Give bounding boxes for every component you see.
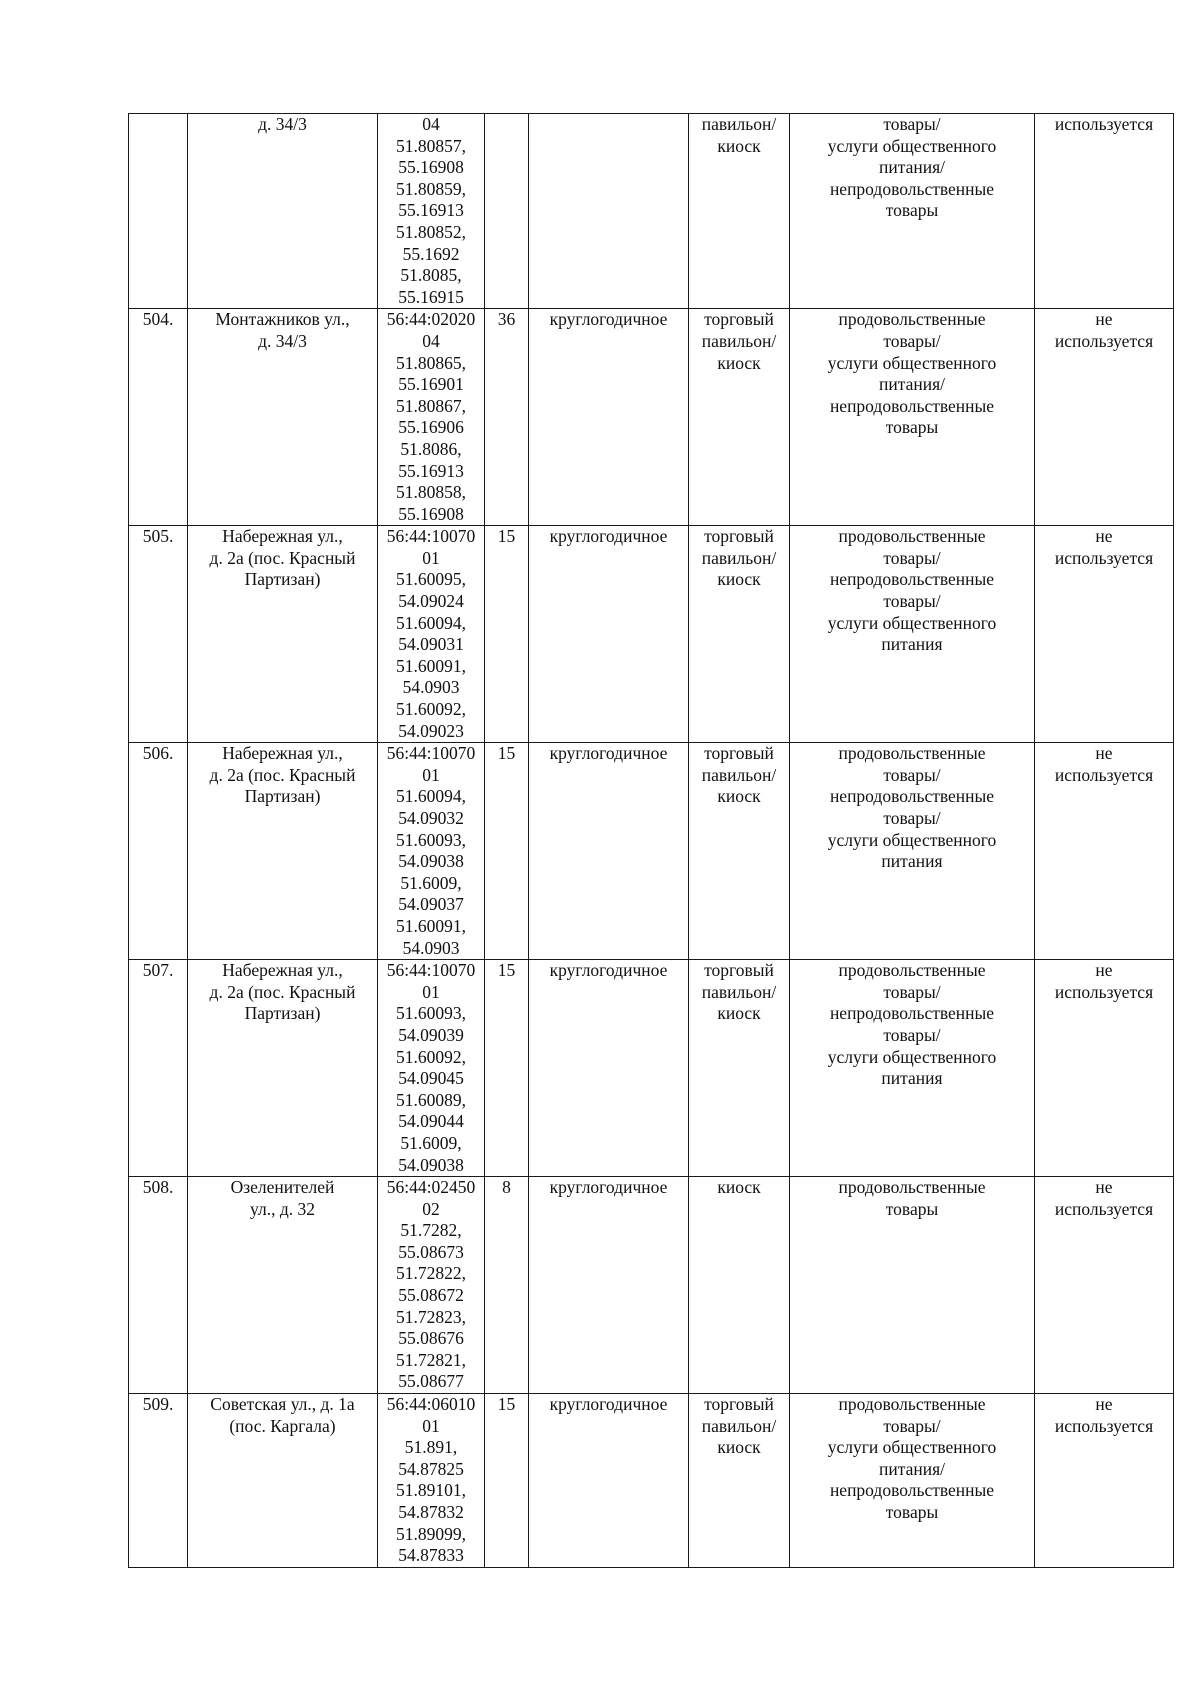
area-cell: 15 bbox=[485, 743, 529, 960]
period-cell: круглогодичное bbox=[529, 960, 689, 1177]
area-cell: 36 bbox=[485, 309, 529, 526]
specialization-cell: продовольственные товары/ услуги общественного питания/ непродовольственные товары bbox=[790, 309, 1035, 526]
object-type-cell: торговый павильон/ киоск bbox=[689, 526, 790, 743]
object-type-cell: торговый павильон/ киоск bbox=[689, 743, 790, 960]
period-cell: круглогодичное bbox=[529, 309, 689, 526]
address-cell: Озеленителей ул., д. 32 bbox=[188, 1177, 378, 1394]
registry-table bbox=[128, 113, 1174, 1568]
coordinates-cell: 56:44:10070 01 51.60093, 54.09039 51.60092, 54.09045 51.60089, 54.09044 51.6009, 54.09038 bbox=[378, 960, 485, 1177]
specialization-cell: продовольственные товары/ непродовольственные товары/ услуги общественного питания bbox=[790, 743, 1035, 960]
row-number: 509. bbox=[129, 1394, 188, 1568]
table-row bbox=[129, 114, 1174, 309]
status-cell: не используется bbox=[1035, 1394, 1174, 1568]
coordinates-cell: 04 51.80857, 55.16908 51.80859, 55.16913 51.80852, 55.1692 51.8085, 55.16915 bbox=[378, 114, 485, 309]
address-cell: д. 34/3 bbox=[188, 114, 378, 309]
row-number: 504. bbox=[129, 309, 188, 526]
table-row bbox=[129, 960, 1174, 1177]
coordinates-cell: 56:44:06010 01 51.891, 54.87825 51.89101, 54.87832 51.89099, 54.87833 bbox=[378, 1394, 485, 1568]
specialization-cell: товары/ услуги общественного питания/ непродовольственные товары bbox=[790, 114, 1035, 309]
row-number: 508. bbox=[129, 1177, 188, 1394]
status-cell: используется bbox=[1035, 114, 1174, 309]
row-number: 505. bbox=[129, 526, 188, 743]
address-cell: Советская ул., д. 1а (пос. Каргала) bbox=[188, 1394, 378, 1568]
object-type-cell: торговый павильон/ киоск bbox=[689, 960, 790, 1177]
address-cell: Набережная ул., д. 2а (пос. Красный Партизан) bbox=[188, 526, 378, 743]
row-number: 507. bbox=[129, 960, 188, 1177]
specialization-cell: продовольственные товары/ непродовольственные товары/ услуги общественного питания bbox=[790, 960, 1035, 1177]
object-type-cell: павильон/ киоск bbox=[689, 114, 790, 309]
period-cell bbox=[529, 114, 689, 309]
table-row bbox=[129, 526, 1174, 743]
specialization-cell: продовольственные товары bbox=[790, 1177, 1035, 1394]
address-cell: Набережная ул., д. 2а (пос. Красный Партизан) bbox=[188, 960, 378, 1177]
table-row bbox=[129, 1394, 1174, 1568]
area-cell: 15 bbox=[485, 960, 529, 1177]
row-number: 506. bbox=[129, 743, 188, 960]
coordinates-cell: 56:44:10070 01 51.60095, 54.09024 51.60094, 54.09031 51.60091, 54.0903 51.60092, 54.09023 bbox=[378, 526, 485, 743]
area-cell: 15 bbox=[485, 526, 529, 743]
table-row bbox=[129, 309, 1174, 526]
period-cell: круглогодичное bbox=[529, 1177, 689, 1394]
object-type-cell: киоск bbox=[689, 1177, 790, 1394]
area-cell: 8 bbox=[485, 1177, 529, 1394]
row-number bbox=[129, 114, 188, 309]
period-cell: круглогодичное bbox=[529, 526, 689, 743]
coordinates-cell: 56:44:02450 02 51.7282, 55.08673 51.72822, 55.08672 51.72823, 55.08676 51.72821, 55.08677 bbox=[378, 1177, 485, 1394]
object-type-cell: торговый павильон/ киоск bbox=[689, 1394, 790, 1568]
coordinates-cell: 56:44:10070 01 51.60094, 54.09032 51.60093, 54.09038 51.6009, 54.09037 51.60091, 54.0903 bbox=[378, 743, 485, 960]
coordinates-cell: 56:44:02020 04 51.80865, 55.16901 51.80867, 55.16906 51.8086, 55.16913 51.80858, 55.16908 bbox=[378, 309, 485, 526]
specialization-cell: продовольственные товары/ услуги общественного питания/ непродовольственные товары bbox=[790, 1394, 1035, 1568]
status-cell: не используется bbox=[1035, 1177, 1174, 1394]
status-cell: не используется bbox=[1035, 743, 1174, 960]
area-cell bbox=[485, 114, 529, 309]
period-cell: круглогодичное bbox=[529, 743, 689, 960]
specialization-cell: продовольственные товары/ непродовольственные товары/ услуги общественного питания bbox=[790, 526, 1035, 743]
status-cell: не используется bbox=[1035, 960, 1174, 1177]
registry-table-container bbox=[128, 113, 1173, 1568]
status-cell: не используется bbox=[1035, 309, 1174, 526]
address-cell: Набережная ул., д. 2а (пос. Красный Партизан) bbox=[188, 743, 378, 960]
area-cell: 15 bbox=[485, 1394, 529, 1568]
table-row bbox=[129, 743, 1174, 960]
object-type-cell: торговый павильон/ киоск bbox=[689, 309, 790, 526]
period-cell: круглогодичное bbox=[529, 1394, 689, 1568]
status-cell: не используется bbox=[1035, 526, 1174, 743]
address-cell: Монтажников ул., д. 34/3 bbox=[188, 309, 378, 526]
table-row bbox=[129, 1177, 1174, 1394]
